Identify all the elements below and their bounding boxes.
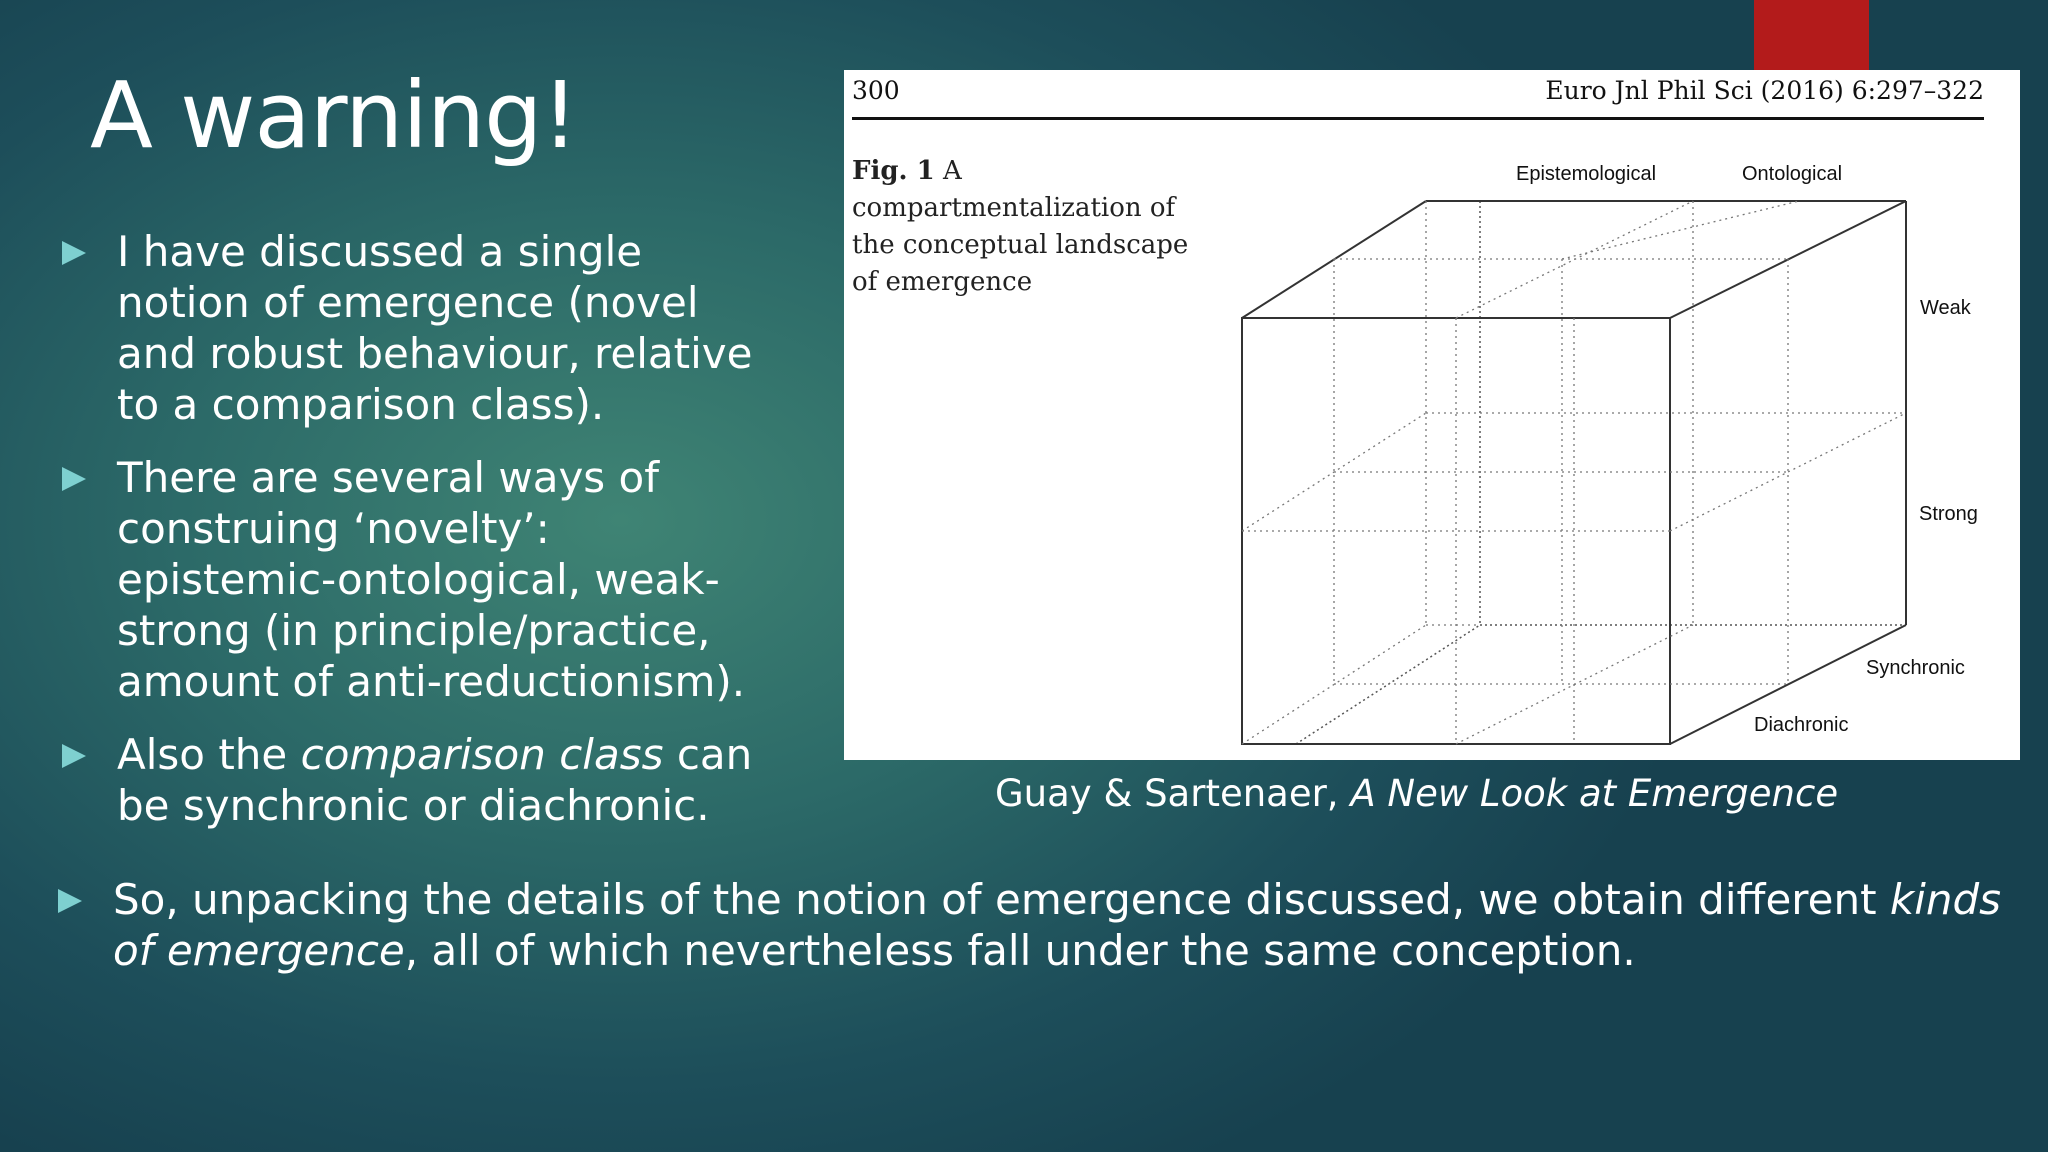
accent-tab	[1754, 0, 1869, 70]
slide-title: A warning!	[90, 62, 578, 169]
figure-page-number: 300	[852, 76, 900, 105]
bullet-arrow-icon	[62, 467, 86, 491]
bullet-text-pre: Also the	[117, 730, 301, 779]
label-diachronic: Diachronic	[1754, 714, 1849, 736]
cube-grid-lines	[1242, 201, 1906, 744]
bullet-item	[62, 226, 782, 430]
bullet-arrow-icon	[58, 889, 82, 913]
bullet-text-post: can be synchronic or diachronic.	[117, 730, 753, 830]
bullet-text: There are several ways of construing ‘novelty’: epistemic-ontological, weak-strong (in principle/practice, amount of anti-reductionism).	[117, 453, 746, 706]
label-ontological: Ontological	[1742, 163, 1843, 185]
figure-caption-label: Fig. 1	[852, 156, 935, 186]
bullet-list	[62, 226, 782, 853]
summary-bullet	[58, 874, 2013, 976]
bullet-arrow-icon	[62, 744, 86, 768]
bullet-item	[62, 452, 782, 707]
figure-caption-text: A compartmentalization of the conceptual landscape of emergence	[852, 156, 1189, 297]
label-epistemological: Epistemological	[1516, 163, 1657, 185]
cube-hidden-edges	[1296, 201, 1906, 744]
figure-attribution	[995, 772, 1838, 815]
figure-image	[844, 70, 2020, 760]
label-strong: Strong	[1919, 503, 1978, 525]
bullet-item	[62, 729, 782, 831]
summary-text-pre: So, unpacking the details of the notion of emergence discussed, we obtain different	[113, 875, 1890, 924]
figure-journal-header: Euro Jnl Phil Sci (2016) 6:297–322	[1545, 76, 1984, 105]
attribution-title: A New Look at Emergence	[1350, 772, 1839, 815]
bullet-text: I have discussed a single notion of emergence (novel and robust behaviour, relative to a comparison class).	[117, 227, 753, 429]
attribution-authors: Guay & Sartenaer,	[995, 772, 1351, 815]
bullet-text-emphasis: comparison class	[300, 730, 664, 779]
label-synchronic: Synchronic	[1866, 657, 1965, 679]
summary-text-post: , all of which nevertheless fall under the same conception.	[404, 926, 1636, 975]
bullet-arrow-icon	[62, 241, 86, 265]
label-weak: Weak	[1920, 297, 1971, 319]
emergence-cube-diagram	[844, 70, 2020, 760]
summary-text-emphasis: kinds of emergence	[113, 875, 2002, 975]
